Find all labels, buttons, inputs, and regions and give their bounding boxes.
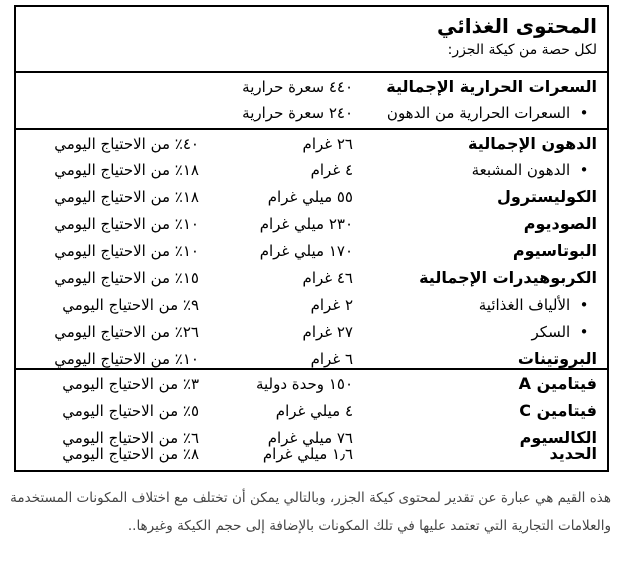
nutrient-name: السعرات الحرارية من الدهون — [386, 104, 571, 122]
nutrient-row — [16, 292, 607, 318]
nutrition-header — [26, 12, 597, 70]
nutrient-amount: ٤ ميلي غرام — [275, 402, 353, 420]
nutrient-amount: ٤٦ غرام — [302, 269, 353, 287]
vitamin-row — [16, 371, 607, 397]
divider-nutrients — [16, 368, 607, 370]
nutrient-amount: ٢٧ غرام — [302, 323, 353, 341]
daily-value: ٨٪ من الاحتياج اليومي — [62, 445, 199, 463]
nutrient-amount: ٢٣٠ ميلي غرام — [259, 215, 353, 233]
nutrient-name: الدهون المشبعة — [471, 161, 571, 179]
nutrient-amount: ٧٦ ميلي غرام — [267, 429, 353, 447]
daily-value: ١٠٪ من الاحتياج اليومي — [54, 215, 199, 233]
nutrient-amount: ٤٤٠ سعرة حرارية — [242, 78, 353, 96]
bullet-icon: • — [579, 104, 589, 122]
nutrient-amount: ٢ غرام — [310, 296, 353, 314]
nutrient-name: البوتاسيوم — [512, 241, 597, 260]
nutrient-amount: ٢٤٠ سعرة حرارية — [242, 104, 353, 122]
daily-value: ١٨٪ من الاحتياج اليومي — [54, 188, 199, 206]
nutrient-name: الدهون الإجمالية — [468, 134, 597, 153]
nutrient-row — [16, 238, 607, 264]
daily-value: ١٠٪ من الاحتياج اليومي — [54, 350, 199, 368]
nutrient-amount: ٥٥ ميلي غرام — [267, 188, 353, 206]
bullet-icon: • — [579, 296, 589, 314]
bullet-icon: • — [579, 161, 589, 179]
daily-value: ٦٪ من الاحتياج اليومي — [62, 429, 199, 447]
nutrient-name: الألياف الغذائية — [478, 296, 571, 314]
disclaimer-footnote: هذه القيم هي عبارة عن تقدير لمحتوى كيكة الجزر، وبالتالي يمكن أن تختلف مع اختلاف المكونات المستخدمة والعلامات التجارية التي تعتمد عليها في تلك المكونات بالإضافة إلى حجم الكيكة وغيرها.. — [10, 490, 611, 534]
nutrient-name: البروتينات — [517, 349, 597, 368]
nutrient-amount: ٤ غرام — [310, 161, 353, 179]
nutrient-amount: ١٫٦ ميلي غرام — [262, 445, 353, 463]
daily-value: ٢٦٪ من الاحتياج اليومي — [54, 323, 199, 341]
calories-row-total — [16, 74, 607, 100]
daily-value: ١٥٪ من الاحتياج اليومي — [54, 269, 199, 287]
nutrient-amount: ٦ غرام — [310, 350, 353, 368]
vitamin-row — [16, 441, 607, 467]
daily-value: ١٨٪ من الاحتياج اليومي — [54, 161, 199, 179]
nutrient-name: فيتامين C — [519, 401, 597, 420]
vitamin-row — [16, 398, 607, 424]
nutrient-name: السعرات الحرارية الإجمالية — [386, 77, 597, 96]
nutrient-amount: ١٥٠ وحدة دولية — [255, 375, 353, 393]
nutrient-row — [16, 265, 607, 291]
nutrient-row — [16, 319, 607, 345]
nutrient-name: الحديد — [549, 444, 597, 463]
nutrient-name: الصوديوم — [523, 214, 597, 233]
nutrient-row — [16, 157, 607, 183]
nutrient-amount: ٢٦ غرام — [302, 135, 353, 153]
calories-row-fat — [16, 100, 607, 126]
nutrient-row — [16, 131, 607, 157]
nutrient-row — [16, 211, 607, 237]
bullet-icon: • — [579, 323, 589, 341]
nutrient-name: الكالسيوم — [519, 428, 597, 447]
nutrition-facts-panel — [14, 5, 609, 472]
nutrient-row — [16, 184, 607, 210]
daily-value: ٩٪ من الاحتياج اليومي — [62, 296, 199, 314]
page-title: المحتوى الغذائي — [437, 14, 597, 38]
divider-calories — [16, 128, 607, 130]
nutrient-name: الكربوهيدرات الإجمالية — [419, 268, 597, 287]
nutrient-name: الكوليسترول — [497, 187, 597, 206]
daily-value: ١٠٪ من الاحتياج اليومي — [54, 242, 199, 260]
nutrient-amount: ١٧٠ ميلي غرام — [259, 242, 353, 260]
nutrient-name: فيتامين A — [518, 374, 597, 393]
daily-value: ٣٪ من الاحتياج اليومي — [62, 375, 199, 393]
daily-value: ٥٪ من الاحتياج اليومي — [62, 402, 199, 420]
serving-subtitle: لكل حصة من كيكة الجزر: — [447, 42, 597, 58]
daily-value: ٤٠٪ من الاحتياج اليومي — [54, 135, 199, 153]
divider-header — [16, 71, 607, 73]
nutrient-name: السكر — [531, 323, 571, 341]
